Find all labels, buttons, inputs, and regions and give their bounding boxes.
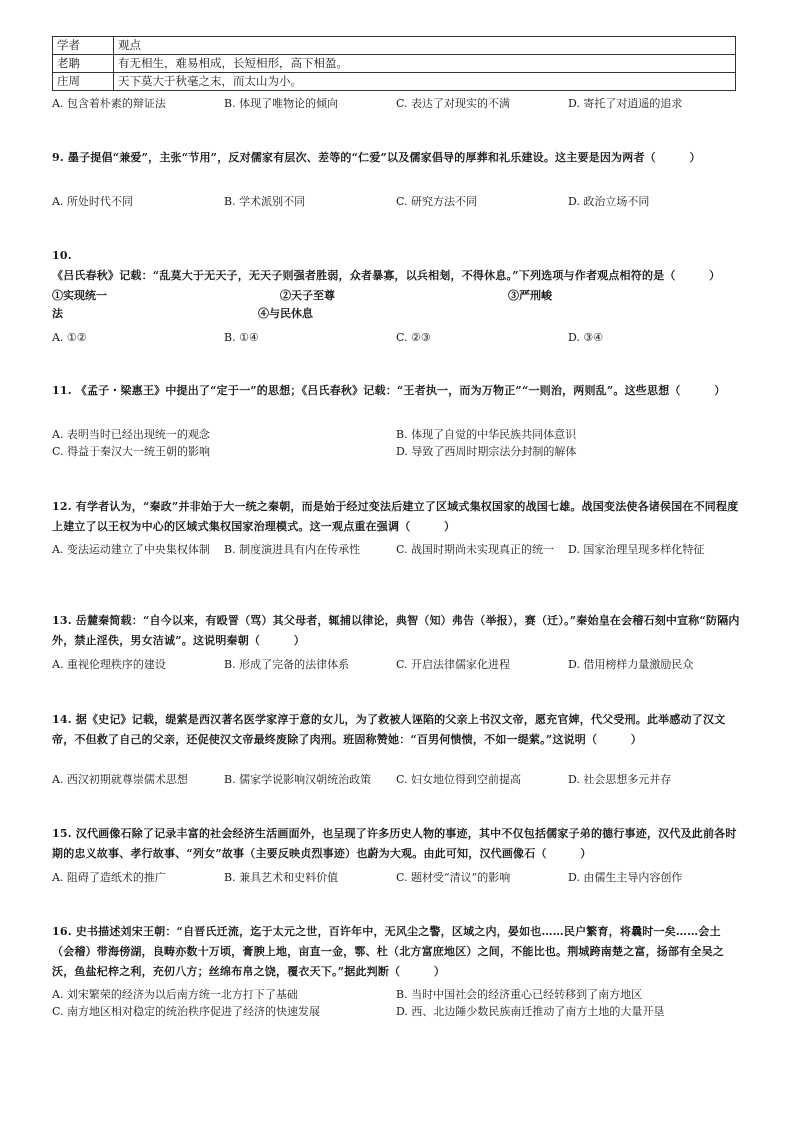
option-a[interactable]: A. 所处时代不同 — [52, 195, 133, 208]
option-b[interactable]: B. 儒家学说影响汉朝统治政策 — [224, 773, 372, 786]
option-a[interactable]: A. 包含着朴素的辩证法 — [52, 97, 166, 110]
q8-options — [52, 96, 752, 112]
q16-options — [52, 986, 752, 1022]
table-row — [53, 73, 736, 91]
option-b[interactable]: B. 学术派别不同 — [224, 195, 306, 208]
option-d[interactable]: D. 国家治理呈现多样化特征 — [568, 543, 705, 556]
table-cell: 老聃 — [53, 55, 114, 73]
option-b[interactable]: B. ①④ — [224, 331, 259, 344]
table-cell: 学者 — [53, 37, 114, 55]
question-stem: 据《史记》记载，缇萦是西汉著名医学家淳于意的女儿，为了救被人诬陷的父亲上书汉文帝，愿充官婢，代父受刑。此举感动了汉文帝，不但救了自己的父亲，还促使汉文帝最终废除了肉刑。班固称赞她：“百男何愦愦，不如一缇萦。”这说明（ ） — [52, 713, 726, 746]
question-11 — [52, 381, 742, 401]
option-c[interactable]: C. 得益于秦汉大一统王朝的影响 — [52, 445, 211, 458]
option-b[interactable]: B. 体现了唯物论的倾向 — [224, 97, 339, 110]
option-a[interactable]: A. 重视伦理秩序的建设 — [52, 658, 166, 671]
table-row — [53, 55, 736, 73]
question-number: 13. — [52, 614, 72, 627]
question-13 — [52, 611, 742, 651]
question-stem: 汉代画像石除了记录丰富的社会经济生活画面外，也呈现了许多历史人物的事迹，其中不仅包括儒家子弟的德行事迹，汉代及此前各时期的忠义故事、孝行故事、“列女”故事（主要反映贞烈事迹）也蔚为大观。由此可知，汉代画像石（ ） — [52, 827, 737, 860]
question-stem: 有学者认为，“秦政”并非始于大一统之秦朝，而是始于经过变法后建立了区域式集权国家的战国七雄。战国变法使各诸侯国在不同程度上建立了以王权为中心的区域式集权国家治理模式。这一观点重在强调（ ） — [52, 500, 739, 533]
option-d[interactable]: D. 西、北边陲少数民族南迁推动了南方土地的大量开垦 — [396, 1005, 665, 1018]
table-header-row — [53, 37, 736, 55]
option-b[interactable]: B. 制度演进具有内在传承性 — [224, 543, 361, 556]
q12-options — [52, 542, 752, 578]
question-9 — [52, 148, 742, 168]
question-16 — [52, 922, 742, 982]
q14-options — [52, 772, 752, 788]
sub-item-4: ④与民休息 — [258, 307, 313, 320]
option-c[interactable]: C. 表达了对现实的不满 — [396, 97, 511, 110]
question-number: 14. — [52, 713, 72, 726]
option-a[interactable]: A. 西汉初期就尊崇儒术思想 — [52, 773, 188, 786]
option-c[interactable]: C. 妇女地位得到空前提高 — [396, 773, 522, 786]
q11-options — [52, 426, 752, 462]
question-number: 11. — [52, 384, 72, 397]
option-b[interactable]: B. 当时中国社会的经济重心已经转移到了南方地区 — [396, 988, 643, 1001]
option-b[interactable]: B. 兼具艺术和史料价值 — [224, 871, 339, 884]
option-c[interactable]: C. ②③ — [396, 331, 431, 344]
question-stem: 岳麓秦简载：“自今以来，有殴詈（骂）其父母者，辄捕以律论，典智（知）弗告（举报），赛（迁）。”秦始皇在会稽石刻中宣称“防隔内外，禁止淫佚，男女洁诚”。这说明秦朝（ ） — [52, 614, 740, 647]
sub-item-3: ③严刑峻 — [508, 289, 552, 302]
question-number: 12. — [52, 500, 72, 513]
option-a[interactable]: A. 表明当时已经出现统一的观念 — [52, 428, 210, 441]
table-cell: 有无相生，难易相成，长短相形，高下相盈。 — [114, 55, 736, 73]
option-c[interactable]: C. 开启法律儒家化进程 — [396, 658, 511, 671]
question-12 — [52, 497, 742, 537]
option-d[interactable]: D. 政治立场不同 — [568, 195, 650, 208]
option-b[interactable]: B. 形成了完备的法律体系 — [224, 658, 350, 671]
option-a[interactable]: A. ①② — [52, 331, 87, 344]
q9-options — [52, 194, 752, 210]
option-c[interactable]: C. 战国时期尚未实现真正的统一 — [396, 543, 555, 556]
option-a[interactable]: A. 刘宋繁荣的经济为以后南方统一北方打下了基础 — [52, 988, 298, 1001]
question-stem: 史书描述刘宋王朝：“自晋氏迁流，迄于太元之世，百许年中，无风尘之警，区域之内，晏如也……民户繁育，将曩时一矣……会土（会稽）带海傍湖，良畴亦数十万顷，膏腴上地，亩直一金，鄠、杜（北方富庶地区）之间，不能比也。荆城跨南楚之富，扬部有全吴之沃，鱼盐杞梓之利，充仞八方；丝绵布帛之饶，覆衣天下。”据此判断（ ） — [52, 925, 724, 978]
sub-item-2: ②天子至尊 — [280, 289, 335, 302]
option-c[interactable]: C. 题材受“清议”的影响 — [396, 871, 511, 884]
option-d[interactable]: D. 由儒生主导内容创作 — [568, 871, 683, 884]
option-d[interactable]: D. 寄托了对逍遥的追求 — [568, 97, 683, 110]
q15-options — [52, 870, 752, 886]
option-d[interactable]: D. 借用榜样力量激励民众 — [568, 658, 694, 671]
sub-item-3-cont: 法 — [52, 307, 63, 320]
question-number: 10. — [52, 249, 72, 262]
table-cell: 观点 — [114, 37, 736, 55]
question-stem: 《吕氏春秋》记载：“乱莫大于无天子，无天子则强者胜弱，众者暴寡，以兵相刬，不得休息。”下列选项与作者观点相符的是（ ） — [52, 269, 721, 282]
question-stem: 《孟子・梁惠王》中提出了“定于一”的思想；《吕氏春秋》记载：“王者执一，而为万物正”“一则治，两则乱”。这些思想（ ） — [75, 384, 726, 397]
sub-item-1: ①实现统一 — [52, 289, 107, 302]
option-a[interactable]: A. 变法运动建立了中央集权体制 — [52, 543, 210, 556]
q10-options — [52, 330, 752, 346]
question-15 — [52, 824, 742, 864]
option-b[interactable]: B. 体现了自觉的中华民族共同体意识 — [396, 428, 577, 441]
question-14 — [52, 710, 742, 750]
question-number: 15. — [52, 827, 72, 840]
option-d[interactable]: D. 社会思想多元并存 — [568, 773, 672, 786]
table-cell: 庄周 — [53, 73, 114, 91]
option-c[interactable]: C. 南方地区相对稳定的统治秩序促进了经济的快速发展 — [52, 1005, 321, 1018]
table-cell: 天下莫大于秋毫之末，而太山为小。 — [114, 73, 736, 91]
question-10 — [52, 246, 742, 286]
option-a[interactable]: A. 阻碍了造纸术的推广 — [52, 871, 166, 884]
q13-options — [52, 657, 752, 673]
option-d[interactable]: D. ③④ — [568, 331, 604, 344]
question-stem: 墨子提倡“兼爱”，主张“节用”，反对儒家有层次、差等的“仁爱”以及儒家倡导的厚葬和礼乐建设。这主要是因为两者（ ） — [67, 151, 701, 164]
question-number: 16. — [52, 925, 72, 938]
question-number: 9. — [52, 151, 64, 164]
viewpoints-table — [52, 36, 736, 91]
option-d[interactable]: D. 导致了西周时期宗法分封制的解体 — [396, 445, 577, 458]
option-c[interactable]: C. 研究方法不同 — [396, 195, 478, 208]
